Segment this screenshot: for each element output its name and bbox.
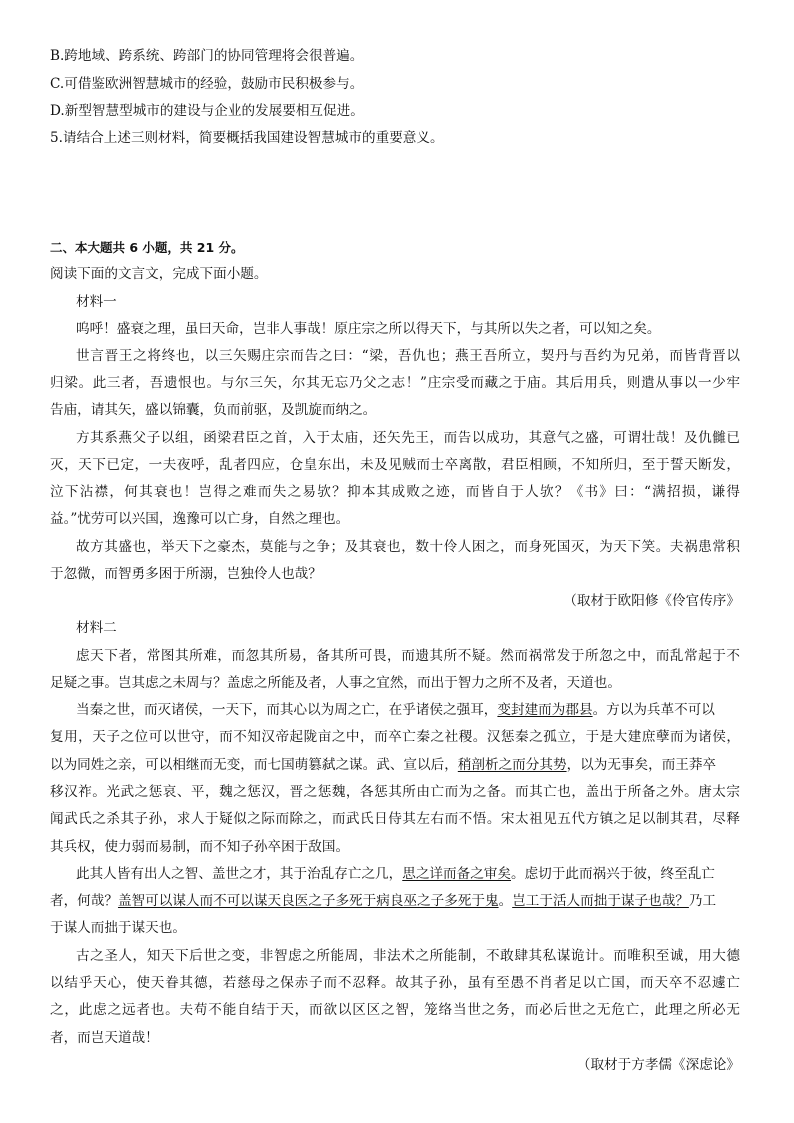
material-2-line: 闻武氏之杀其子孙，求人于疑似之际而除之，而武氏日侍其左右而不悟。宋太祖见五代方镇之足以制其君，尽释 — [50, 811, 740, 827]
material-2-line — [76, 864, 740, 884]
text-segment: ，以为无事矣，而王莽卒 — [566, 757, 717, 773]
option-c: C.可借鉴欧洲智慧城市的经验，鼓励市民积极参与。 — [50, 76, 364, 92]
material-1-title: 材料一 — [76, 294, 117, 310]
material-1-line: 呜呼！盛衰之理，虽曰天命，岂非人事哉！原庄宗之所以得天下，与其所以失之者，可以知之矣。 — [76, 321, 661, 337]
material-2-line: 者，而岂天道哉！ — [50, 1030, 159, 1046]
material-2-line: 于谋人而拙于谋天也。 — [50, 920, 186, 936]
material-2-line: 移汉祚。光武之惩哀、平，魏之惩汉，晋之惩魏，各惩其所由亡而为之备。而其亡也，盖出于所备之外。唐太宗 — [50, 784, 740, 800]
material-2-line — [50, 755, 740, 775]
material-2-line: 足疑之事。岂其虑之未周与？盖虑之所能及者，人事之宜然，而出于智力之所不及者，天道也。 — [50, 675, 621, 691]
material-1-line: 泣下沾襟，何其衰也！岂得之难而失之易欤？抑本其成败之迹，而皆自于人欤？《书》曰：“满招损，谦得 — [50, 484, 740, 500]
text-segment: 。 — [498, 893, 513, 909]
material-1-line: 益。”忧劳可以兴国，逸豫可以亡身，自然之理也。 — [50, 511, 350, 527]
material-2-line: 古之圣人，知天下后世之变，非智虑之所能周，非法术之所能制，不敢肆其私谋诡计。而唯积至诚，用大德 — [76, 948, 740, 964]
text-segment: 者，何哉？ — [50, 893, 118, 909]
underlined-phrase: 岂工于活人而拙于谋子也哉？ — [512, 893, 689, 909]
material-1-line: 世言晋王之将终也，以三矢赐庄宗而告之曰：“梁，吾仇也；燕王吾所立，契丹与吾约为兄弟，而皆背晋以 — [76, 348, 740, 364]
material-2-line — [76, 700, 740, 720]
material-2-line: 复用，天子之位可以世守，而不知汉帝起陇亩之中，而卒亡秦之社稷。汉惩秦之孤立，于是大建庶孽而为诸侯， — [50, 729, 740, 745]
material-2-source: （取材于方孝儒《深虑论》 — [576, 1057, 740, 1073]
underlined-phrase: 变封建而为郡县 — [497, 702, 593, 718]
material-2-title: 材料二 — [76, 620, 117, 636]
section-heading: 二、本大题共 6 小题，共 21 分。 — [50, 240, 244, 255]
section-intro: 阅读下面的文言文，完成下面小题。 — [50, 266, 268, 282]
underlined-phrase: 盖智可以谋人而不可以谋天良医之子多死于病良巫之子多死于鬼 — [117, 893, 499, 909]
text-segment: 以为同姓之亲，可以相继而无变，而七国萌篡弑之谋。武、宣以后， — [50, 757, 458, 773]
material-2-line: 之，此虑之远者也。夫苟不能自结于天，而欲以区区之智，笼络当世之务，而必后世之无危亡，此理之所必无 — [50, 1002, 740, 1018]
option-d: D.新型智慧型城市的建设与企业的发展要相互促进。 — [50, 103, 364, 119]
underlined-phrase: 稍剖析之而分其势 — [457, 757, 567, 773]
material-2-line: 以结乎天心，使天眷其德，若慈母之保赤子而不忍释。故其子孙，虽有至愚不肖者足以亡国，而天卒不忍遽亡 — [50, 975, 740, 991]
material-1-line: 方其系燕父子以组，函梁君臣之首，入于太庙，还矢先王，而告以成功，其意气之盛，可谓壮哉！及仇雠已 — [76, 430, 740, 446]
material-1-line: 故方其盛也，举天下之豪杰，莫能与之争；及其衰也，数十伶人困之，而身死国灭，为天下笑。夫祸患常积 — [76, 539, 740, 555]
question-5: 5.请结合上述三则材料，简要概括我国建设智慧城市的重要意义。 — [50, 130, 444, 146]
material-1-line: 于忽微，而智勇多困于所溺，岂独伶人也哉？ — [50, 566, 322, 582]
text-segment: 乃工 — [688, 893, 717, 909]
material-1-line: 告庙，请其矢，盛以锦囊，负而前驱，及凯旋而纳之。 — [50, 402, 377, 418]
material-1-line: 归梁。此三者，吾遗恨也。与尔三矢，尔其无忘乃父之志！”庄宗受而藏之于庙。其后用兵，则遣从事以一少牢 — [50, 375, 740, 391]
material-2-line: 虑天下者，常图其所难，而忽其所易，备其所可畏，而遗其所不疑。然而祸常发于所忽之中，而乱常起于不 — [76, 648, 740, 664]
text-segment: 此其人皆有出人之智、盖世之才，其于治乱存亡之几， — [76, 866, 403, 882]
material-1-source: （取材于欧阳修《伶官传序》 — [563, 593, 740, 609]
text-segment: 。方以为兵革不可以 — [592, 702, 715, 718]
option-b: B.跨地域、跨系统、跨部门的协同管理将会很普遍。 — [50, 48, 364, 64]
underlined-phrase: 思之详而备之审矣 — [402, 866, 511, 882]
material-1-line: 灭，天下已定，一夫夜呼，乱者四应，仓皇东出，未及见贼而士卒离散，君臣相顾，不知所归，至于誓天断发， — [50, 457, 740, 473]
text-segment: 当秦之世，而灭诸侯，一天下，而其心以为周之亡，在乎诸侯之强耳， — [76, 702, 498, 718]
material-2-line: 其兵权，使力弱而易制，而不知子孙卒困于敌国。 — [50, 839, 350, 855]
text-segment: 。虑切于此而祸兴于彼，终至乱亡 — [511, 866, 715, 882]
material-2-line — [50, 891, 740, 911]
